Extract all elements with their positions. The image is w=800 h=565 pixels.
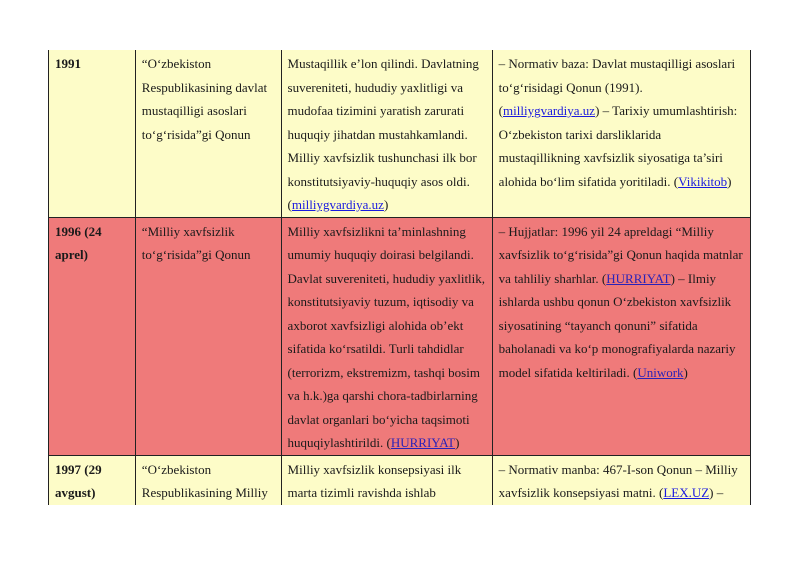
act-text: “O‘zbekiston Respublikasining Milliy xyxy=(141,461,268,500)
source-text: ) xyxy=(683,364,688,380)
description-cell xyxy=(281,217,492,455)
document-table xyxy=(48,50,751,505)
source-text: ) – Tarixiy umumlashtirish: O‘zbekiston tarixi darsliklarida mustaqillikning xavfsizlik siyosatiga ta’siri alohida bo‘lim sifatida yoritiladi. ( xyxy=(498,103,738,189)
description-cell xyxy=(281,50,492,217)
source-cell xyxy=(492,217,750,455)
source-link[interactable]: milliygvardiya.uz xyxy=(291,197,384,212)
source-link[interactable]: Uniwork xyxy=(637,364,684,380)
act-cell xyxy=(135,455,281,505)
act-cell xyxy=(135,50,281,217)
year-text: 1991 xyxy=(55,56,81,71)
year-text: 1997 (29 avgust) xyxy=(55,461,102,500)
source-link[interactable]: HURRIYAT xyxy=(606,270,671,286)
source-text: ) xyxy=(727,173,732,189)
source-link[interactable]: Vikikitob xyxy=(678,173,728,189)
table-row xyxy=(49,50,751,217)
source-text: – Normativ baza: Davlat mustaqilligi asoslari to‘g‘risidagi Qonun (1991). ( xyxy=(498,56,736,118)
year-text: 1996 (24 aprel) xyxy=(55,223,102,262)
source-text: – Hujjatlar: 1996 yil 24 apreldagi “Milliy xavfsizlik to‘g‘risida”gi Qonun haqida matnlar va tahliliy sharhlar. ( xyxy=(498,223,743,286)
year-cell xyxy=(49,455,136,505)
act-text: “Milliy xavfsizlik to‘g‘risida”gi Qonun xyxy=(141,223,251,262)
description-text: Mustaqillik e’lon qilindi. Davlatning suvereniteti, hududiy yaxlitligi va mudofaa tizimini yaratish zarurati huquqiy jihatdan mustahkamlandi. Milliy xavfsizlik tushunchasi ilk bor konstitutsiyaviy-huquqiy asos oldi. ( xyxy=(287,56,479,212)
year-cell xyxy=(49,217,136,455)
description-text: Milliy xavfsizlikni ta’minlashning umumiy huquqiy doirasi belgilandi. Davlat suvereniteti, hududiy yaxlitlik, konstitutsiyaviy tuzum, iqtisodiy va axborot xavfsizligi alohida ob’ekt sifatida ko‘rsatildi. Turli tahdidlar (terrorizm, ekstremizm, tashqi bosim va h.k.)ga qarshi chora-tadbirlarning davlat organlari bo‘yicha taqsimoti huquqiylashtirildi. ( xyxy=(287,223,486,450)
act-text: “O‘zbekiston Respublikasining davlat mustaqilligi asoslari to‘g‘risida”gi Qonun xyxy=(141,56,268,142)
description-end: ) xyxy=(383,197,389,212)
description-text: Milliy xavfsizlik konsepsiyasi ilk marta tizimli ravishda ishlab xyxy=(287,461,462,500)
source-text: ) – xyxy=(709,485,724,500)
act-cell xyxy=(135,217,281,455)
table-row xyxy=(49,455,751,505)
source-link[interactable]: LEX.UZ xyxy=(663,485,710,500)
source-text: ) – Ilmiy ishlarda ushbu qonun O‘zbekiston xavfsizlik siyosatining “tayanch qonuni” sifatida baholanadi va ko‘p monografiyalarda nazariy model sifatida keltiriladi. ( xyxy=(498,270,736,380)
source-cell xyxy=(492,455,750,505)
source-link[interactable]: milliygvardiya.uz xyxy=(503,103,596,118)
year-cell xyxy=(49,50,136,217)
description-end: ) xyxy=(455,435,460,450)
source-text: – Normativ manba: 467-I-son Qonun – Milliy xavfsizlik konsepsiyasi matni. ( xyxy=(498,461,738,500)
description-cell xyxy=(281,455,492,505)
source-cell xyxy=(492,50,750,217)
source-link[interactable]: HURRIYAT xyxy=(390,435,456,450)
table-row xyxy=(49,217,751,455)
